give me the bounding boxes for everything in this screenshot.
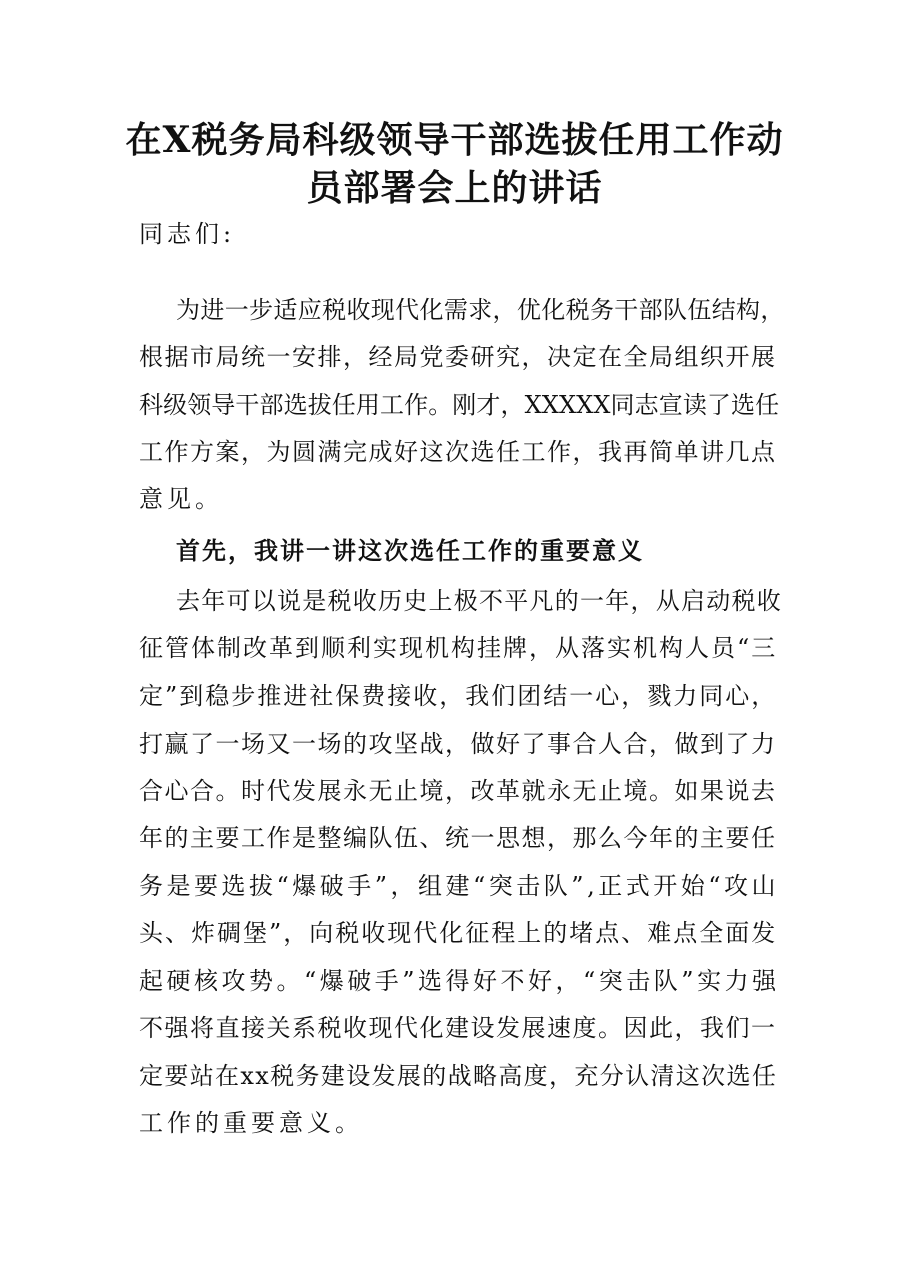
paragraph-1-line-4: 工作方案，为圆满完成好这次选任工作，我再简单讲几点 bbox=[139, 438, 777, 466]
paragraph-1-line-1: 为进一步适应税收现代化需求，优化税务干部队伍结构， bbox=[176, 296, 785, 324]
paragraph-2-line-9: 起硬核攻势。“爆破手”选得好不好，“突击队”实力强 bbox=[139, 967, 780, 995]
paragraph-1-line-5: 意见。 bbox=[139, 485, 223, 513]
paragraph-2-line-12: 工作的重要意义。 bbox=[139, 1109, 363, 1137]
paragraph-2-line-11: 定要站在xx税务建设发展的战略高度，充分认清这次选任 bbox=[139, 1062, 778, 1090]
paragraph-2-line-5: 合心合。时代发展永无止境，改革就永无止境。如果说去 bbox=[139, 777, 777, 805]
paragraph-2-line-7: 务是要选拔“爆破手”，组建“突击队”,正式开始“攻山 bbox=[139, 872, 779, 900]
paragraph-2-line-6: 年的主要工作是整编队伍、统一思想，那么今年的主要任 bbox=[139, 824, 777, 852]
paragraph-2-line-1: 去年可以说是税收历史上极不平凡的一年，从启动税收 bbox=[176, 587, 782, 615]
paragraph-1-line-3: 科级领导干部选拔任用工作。刚才，XXXXX同志宣读了选任 bbox=[139, 391, 780, 419]
paragraph-2-line-10: 不强将直接关系税收现代化建设发展速度。因此，我们一 bbox=[139, 1014, 777, 1042]
paragraph-1-line-2: 根据市局统一安排，经局党委研究，决定在全局组织开展 bbox=[139, 343, 777, 371]
paragraph-2-line-8: 头、炸碉堡”，向税收现代化征程上的堵点、难点全面发 bbox=[139, 919, 778, 947]
paragraph-2-line-4: 打赢了一场又一场的攻坚战，做好了事合人合，做到了力 bbox=[139, 730, 777, 758]
document-title-line-2: 员部署会上的讲话 bbox=[306, 167, 603, 209]
paragraph-2-line-3: 定”到稳步推进社保费接收，我们团结一心，戮力同心， bbox=[139, 682, 778, 710]
document-title-line-1: 在X税务局科级领导干部选拔任用工作动 bbox=[125, 119, 784, 161]
salutation: 同志们: bbox=[139, 220, 236, 248]
section-heading: 首先，我讲一讲这次选任工作的重要意义 bbox=[176, 536, 644, 565]
paragraph-2-line-2: 征管体制改革到顺利实现机构挂牌，从落实机构人员“三 bbox=[139, 634, 778, 662]
